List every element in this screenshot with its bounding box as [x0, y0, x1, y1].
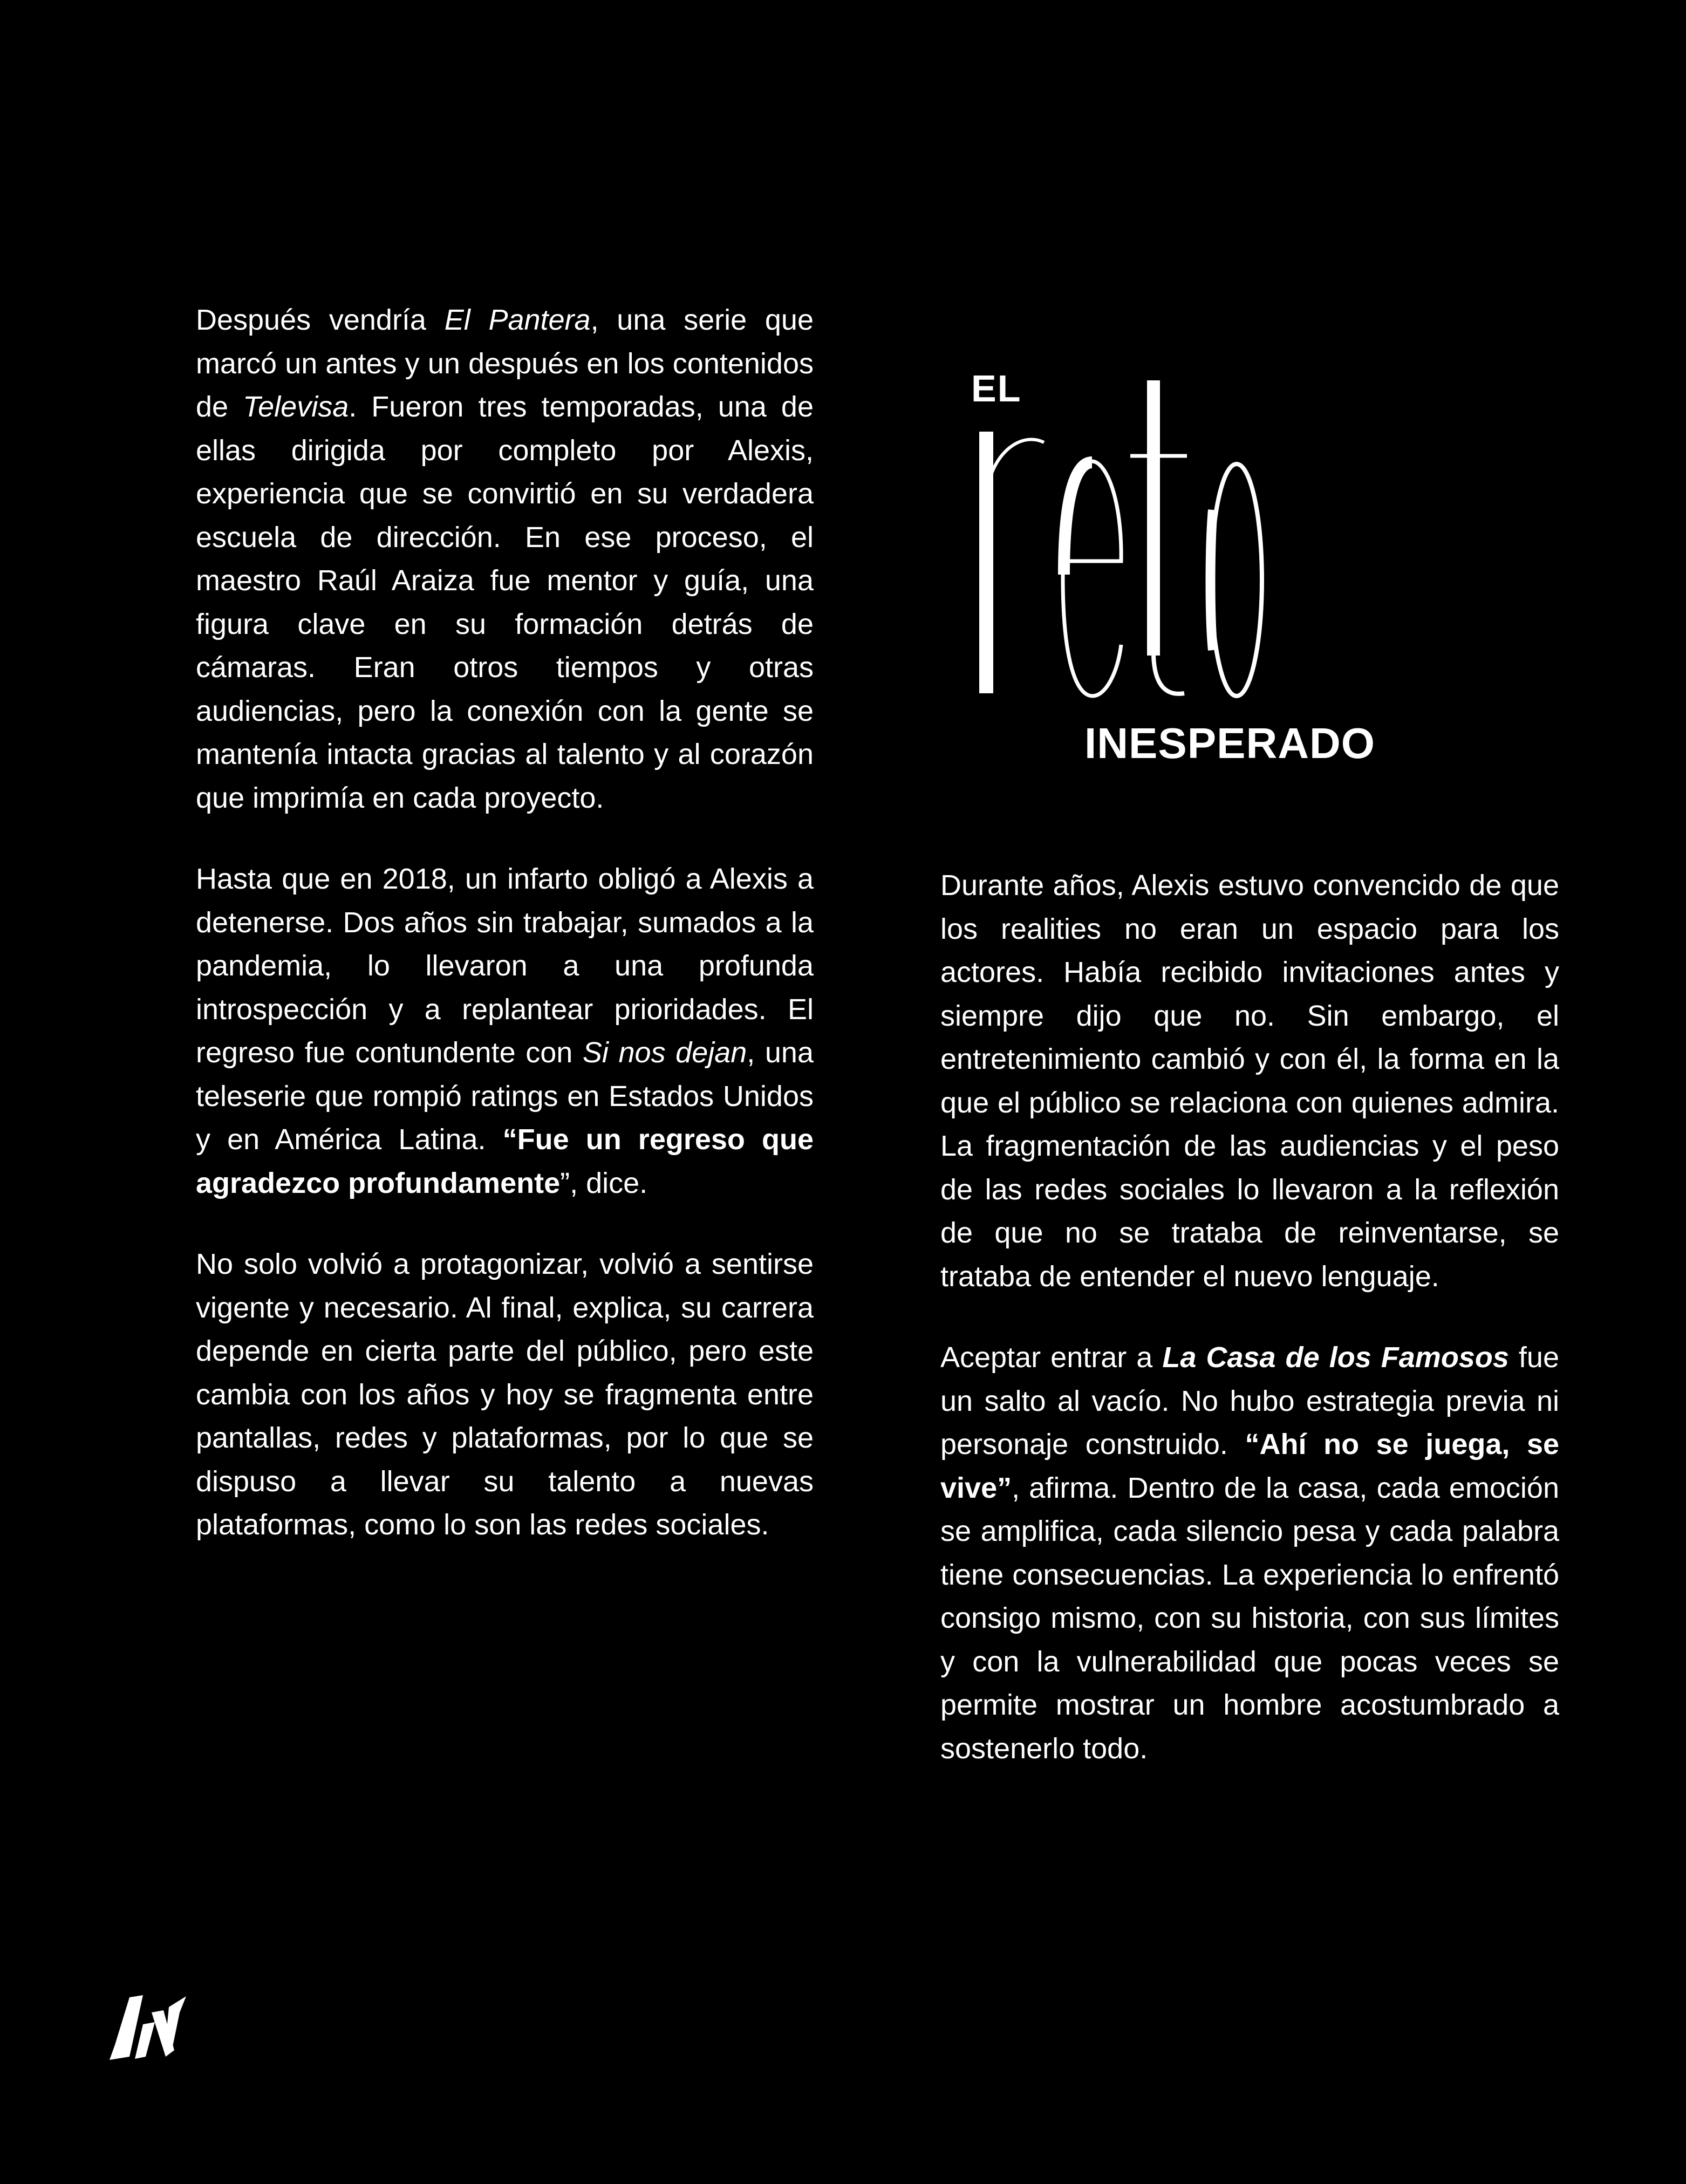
left-column [196, 298, 814, 1547]
brand-logo [105, 1991, 200, 2064]
left-paragraph-3: No solo volvió a protagonizar, volvió a sentirse vigente y necesario. Al final, explica, su carrera depende en cierta parte del público, pero este cambia con los años y hoy se fragmenta entre pantallas, redes y plataformas, por lo que se dispuso a llevar su talento a nuevas plataformas, como lo son las redes sociales. [196, 1248, 814, 1541]
headline-suffix: INESPERADO [1084, 719, 1375, 767]
right-column [940, 864, 1559, 1770]
left-paragraph-1: Después vendría El Pantera, una serie que marcó un antes y un después en los contenidos de Televisa. Fueron tres temporadas, una de ellas dirigida por completo por Alexis, experiencia que se convirtió en su verdadera escuela de dirección. En ese proceso, el maestro Raúl Araiza fue mentor y guía, una figura clave en su formación detrás de cámaras. Eran otros tiempos y otras audiencias, pero la conexión con la gente se mantenía intacta gracias al talento y al corazón que imprimía en cada proyecto. [196, 304, 814, 814]
left-paragraph-2: Hasta que en 2018, un infarto obligó a Alexis a detenerse. Dos años sin trabajar, sumados a la pandemia, lo llevaron a una profunda introspección y a replantear prioridades. El regreso fue contundente con Si nos dejan, una teleserie que rompió ratings en Estados Unidos y en América Latina. “Fue un regreso que agradezco profundamente”, dice. [196, 863, 814, 1199]
headline-main-word [960, 367, 1381, 701]
headline-prefix: EL [971, 367, 1022, 410]
right-paragraph-2: Aceptar entrar a La Casa de los Famosos fue un salto al vacío. No hubo estrategia previa ni personaje construido. “Ahí no se juega, se vive”, afirma. Dentro de la casa, cada emoción se amplifica, cada silencio pesa y cada palabra tiene consecuencias. La experiencia lo enfrentó consigo mismo, con su historia, con sus límites y con la vulnerabilidad que pocas veces se permite mostrar un hombre acostumbrado a sostenerlo todo. [940, 1341, 1560, 1765]
right-paragraph-1: Durante años, Alexis estuvo convencido de que los realities no eran un espacio para los actores. Había recibido invitaciones antes y siempre dijo que no. Sin embargo, el entretenimiento cambió y con él, la forma en la que el público se relaciona con quienes admira. La fragmentación de las audiencias y el peso de las redes sociales lo llevaron a la reflexión de que no se trataba de reinventarse, se trataba de entender el nuevo lenguaje. [940, 869, 1559, 1293]
